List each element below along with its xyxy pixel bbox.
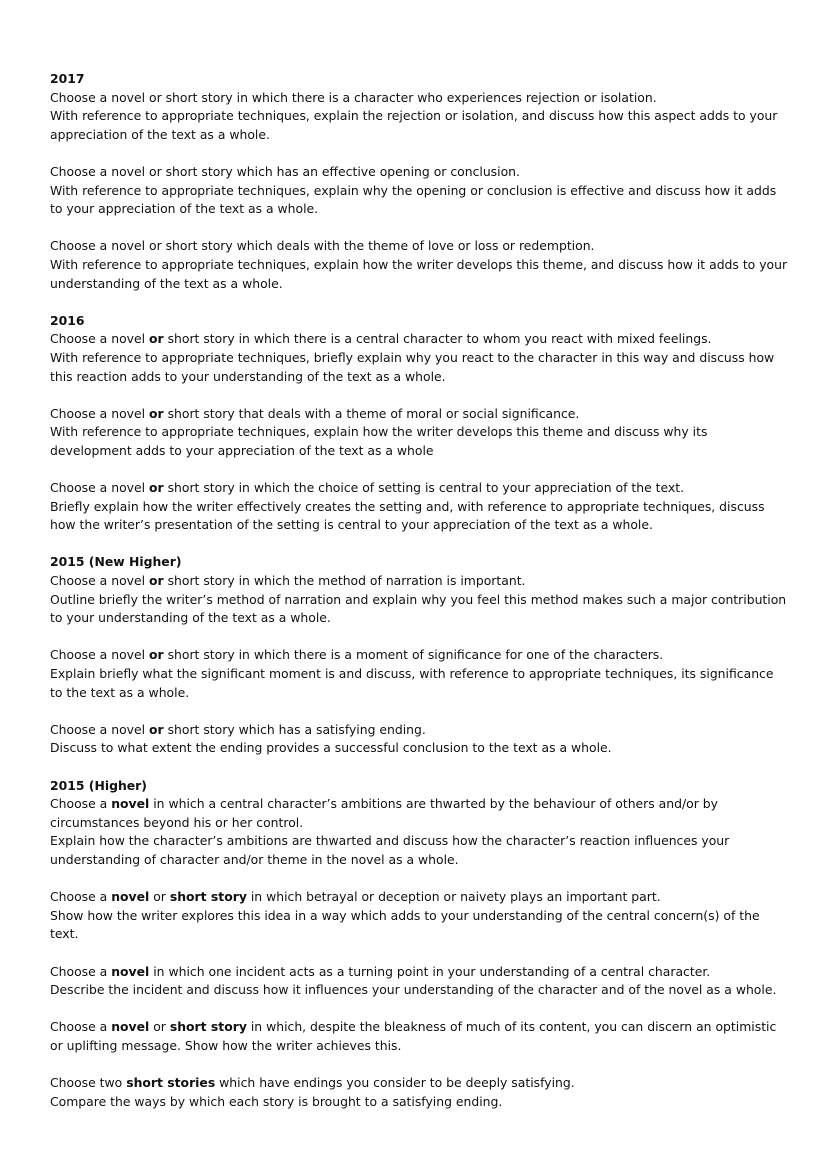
question-line <box>50 1093 788 1112</box>
question-line <box>50 498 788 535</box>
question-text: short story in which the choice of setting is central to your appreciation of the text. <box>163 480 685 496</box>
question-line <box>50 981 788 1000</box>
year-section <box>50 553 788 758</box>
question-line <box>50 89 788 108</box>
question <box>50 888 788 944</box>
year-heading: 2015 (New Higher) <box>50 554 182 570</box>
year-section <box>50 70 788 293</box>
question <box>50 89 788 145</box>
question-text: which have endings you consider to be deeply satisfying. <box>215 1075 575 1091</box>
question-text: Choose a novel <box>50 647 149 663</box>
question <box>50 963 788 1000</box>
question-text: Choose a novel <box>50 721 149 737</box>
question-text: Describe the incident and discuss how it influences your understanding of the character and of the novel as a whole. <box>50 982 777 998</box>
question-line <box>50 665 788 702</box>
emphasis-text: novel <box>111 796 150 812</box>
emphasis-text: novel <box>111 1019 150 1035</box>
emphasis-text: or <box>149 573 164 589</box>
question <box>50 330 788 386</box>
question-text: in which betrayal or deception or naivety plays an important part. <box>246 889 661 905</box>
question-line <box>50 888 788 907</box>
question-text: short story in which there is a central character to whom you react with mixed feelings. <box>163 331 712 347</box>
question-text: short story which has a satisfying ending. <box>163 721 426 737</box>
question-line <box>50 721 788 740</box>
question-text: short story in which the method of narration is important. <box>163 573 526 589</box>
question <box>50 795 788 869</box>
question-text: Show how the writer explores this idea in a way which adds to your understanding of the central concern(s) of the text. <box>50 907 760 942</box>
emphasis-text: or <box>149 647 164 663</box>
question-text: Explain how the character’s ambitions are thwarted and discuss how the character’s reaction influences your understanding of character and/or theme in the novel as a whole. <box>50 833 730 867</box>
emphasis-text: short story <box>169 889 247 905</box>
question-line <box>50 739 788 758</box>
question-text: Choose a novel <box>50 573 149 589</box>
question-text: Choose two <box>50 1075 127 1091</box>
question-line <box>50 107 788 144</box>
question-text: in which a central character’s ambitions are thwarted by the behaviour of others and/or by circumstances beyond his or her control. <box>50 796 718 830</box>
question-text: With reference to appropriate techniques, briefly explain why you react to the character in this way and discuss how this reaction adds to your understanding of the text as a whole. <box>50 349 775 384</box>
emphasis-text: novel <box>111 889 150 905</box>
question-sections <box>50 70 788 1111</box>
question-text: Compare the ways by which each story is brought to a satisfying ending. <box>50 1093 503 1109</box>
question-text: Choose a novel <box>50 480 149 496</box>
question-text: or <box>149 889 170 905</box>
question-text: Choose a <box>50 889 112 905</box>
year-heading: 2017 <box>50 71 85 86</box>
emphasis-text: novel <box>111 963 150 979</box>
question-line <box>50 907 788 944</box>
question <box>50 721 788 758</box>
question-text: or <box>149 1019 170 1035</box>
question-line <box>50 572 788 591</box>
question-text: Explain briefly what the significant moment is and discuss, with reference to appropriate techniques, its significance to the text as a whole. <box>50 666 774 700</box>
question <box>50 1018 788 1055</box>
year-heading: 2015 (Higher) <box>50 777 147 793</box>
emphasis-text: short stories <box>126 1075 216 1091</box>
question-line <box>50 237 788 256</box>
question-line <box>50 963 788 982</box>
question-text: Choose a novel or short story which has an effective opening or conclusion. <box>50 163 520 179</box>
emphasis-text: or <box>149 331 164 347</box>
question <box>50 479 788 535</box>
question-line <box>50 405 788 424</box>
question-line <box>50 163 788 182</box>
question-line <box>50 832 788 869</box>
question-text: Choose a novel or short story which deals with the theme of love or loss or redemption. <box>50 238 595 254</box>
question-text: short story in which there is a moment of significance for one of the characters. <box>163 647 664 663</box>
question-line <box>50 646 788 665</box>
question-line <box>50 423 788 460</box>
question-text: Discuss to what extent the ending provides a successful conclusion to the text as a whole. <box>50 740 612 756</box>
question-text: in which one incident acts as a turning point in your understanding of a central character. <box>149 963 711 979</box>
question <box>50 237 788 293</box>
question-text: Choose a <box>50 1019 112 1035</box>
question-line <box>50 1074 788 1093</box>
question <box>50 405 788 461</box>
question <box>50 163 788 219</box>
emphasis-text: or <box>149 721 164 737</box>
question-line <box>50 1018 788 1055</box>
question-text: Choose a novel <box>50 405 149 421</box>
year-section <box>50 777 788 1112</box>
question-text: Outline briefly the writer’s method of narration and explain why you feel this method makes such a major contribution to your understanding of the text as a whole. <box>50 591 787 626</box>
question-line <box>50 256 788 293</box>
question <box>50 1074 788 1111</box>
year-heading: 2016 <box>50 312 85 328</box>
question-text: Briefly explain how the writer effectively creates the setting and, with reference to appropriate techniques, discuss how the writer’s presentation of the setting is central to your appreciation of the text as a whole. <box>50 498 765 533</box>
question-line <box>50 591 788 628</box>
question-text: With reference to appropriate techniques, explain the rejection or isolation, and discuss how this aspect adds to your appreciation of the text as a whole. <box>50 108 778 142</box>
question-line <box>50 349 788 386</box>
question-text: With reference to appropriate techniques, explain why the opening or conclusion is effective and discuss how it adds to your appreciation of the text as a whole. <box>50 182 777 217</box>
question-text: Choose a novel or short story in which there is a character who experiences rejection or isolation. <box>50 89 657 105</box>
question-text: Choose a <box>50 796 112 812</box>
question <box>50 646 788 702</box>
emphasis-text: or <box>149 480 164 496</box>
question-text: With reference to appropriate techniques, explain how the writer develops this theme, and discuss how it adds to your understanding of the text as a whole. <box>50 256 788 291</box>
emphasis-text: short story <box>169 1019 247 1035</box>
question-line <box>50 330 788 349</box>
question-line <box>50 182 788 219</box>
question-text: in which, despite the bleakness of much of its content, you can discern an optimistic or uplifting message. Show how the writer achieves this. <box>50 1019 777 1053</box>
emphasis-text: or <box>149 405 164 421</box>
question <box>50 572 788 628</box>
question-line <box>50 479 788 498</box>
question-line <box>50 795 788 832</box>
question-text: short story that deals with a theme of moral or social significance. <box>163 405 580 421</box>
question-text: Choose a <box>50 963 112 979</box>
question-text: Choose a novel <box>50 331 149 347</box>
year-section <box>50 312 788 535</box>
question-text: With reference to appropriate techniques, explain how the writer develops this theme and discuss why its development adds to your appreciation of the text as a whole <box>50 424 708 458</box>
